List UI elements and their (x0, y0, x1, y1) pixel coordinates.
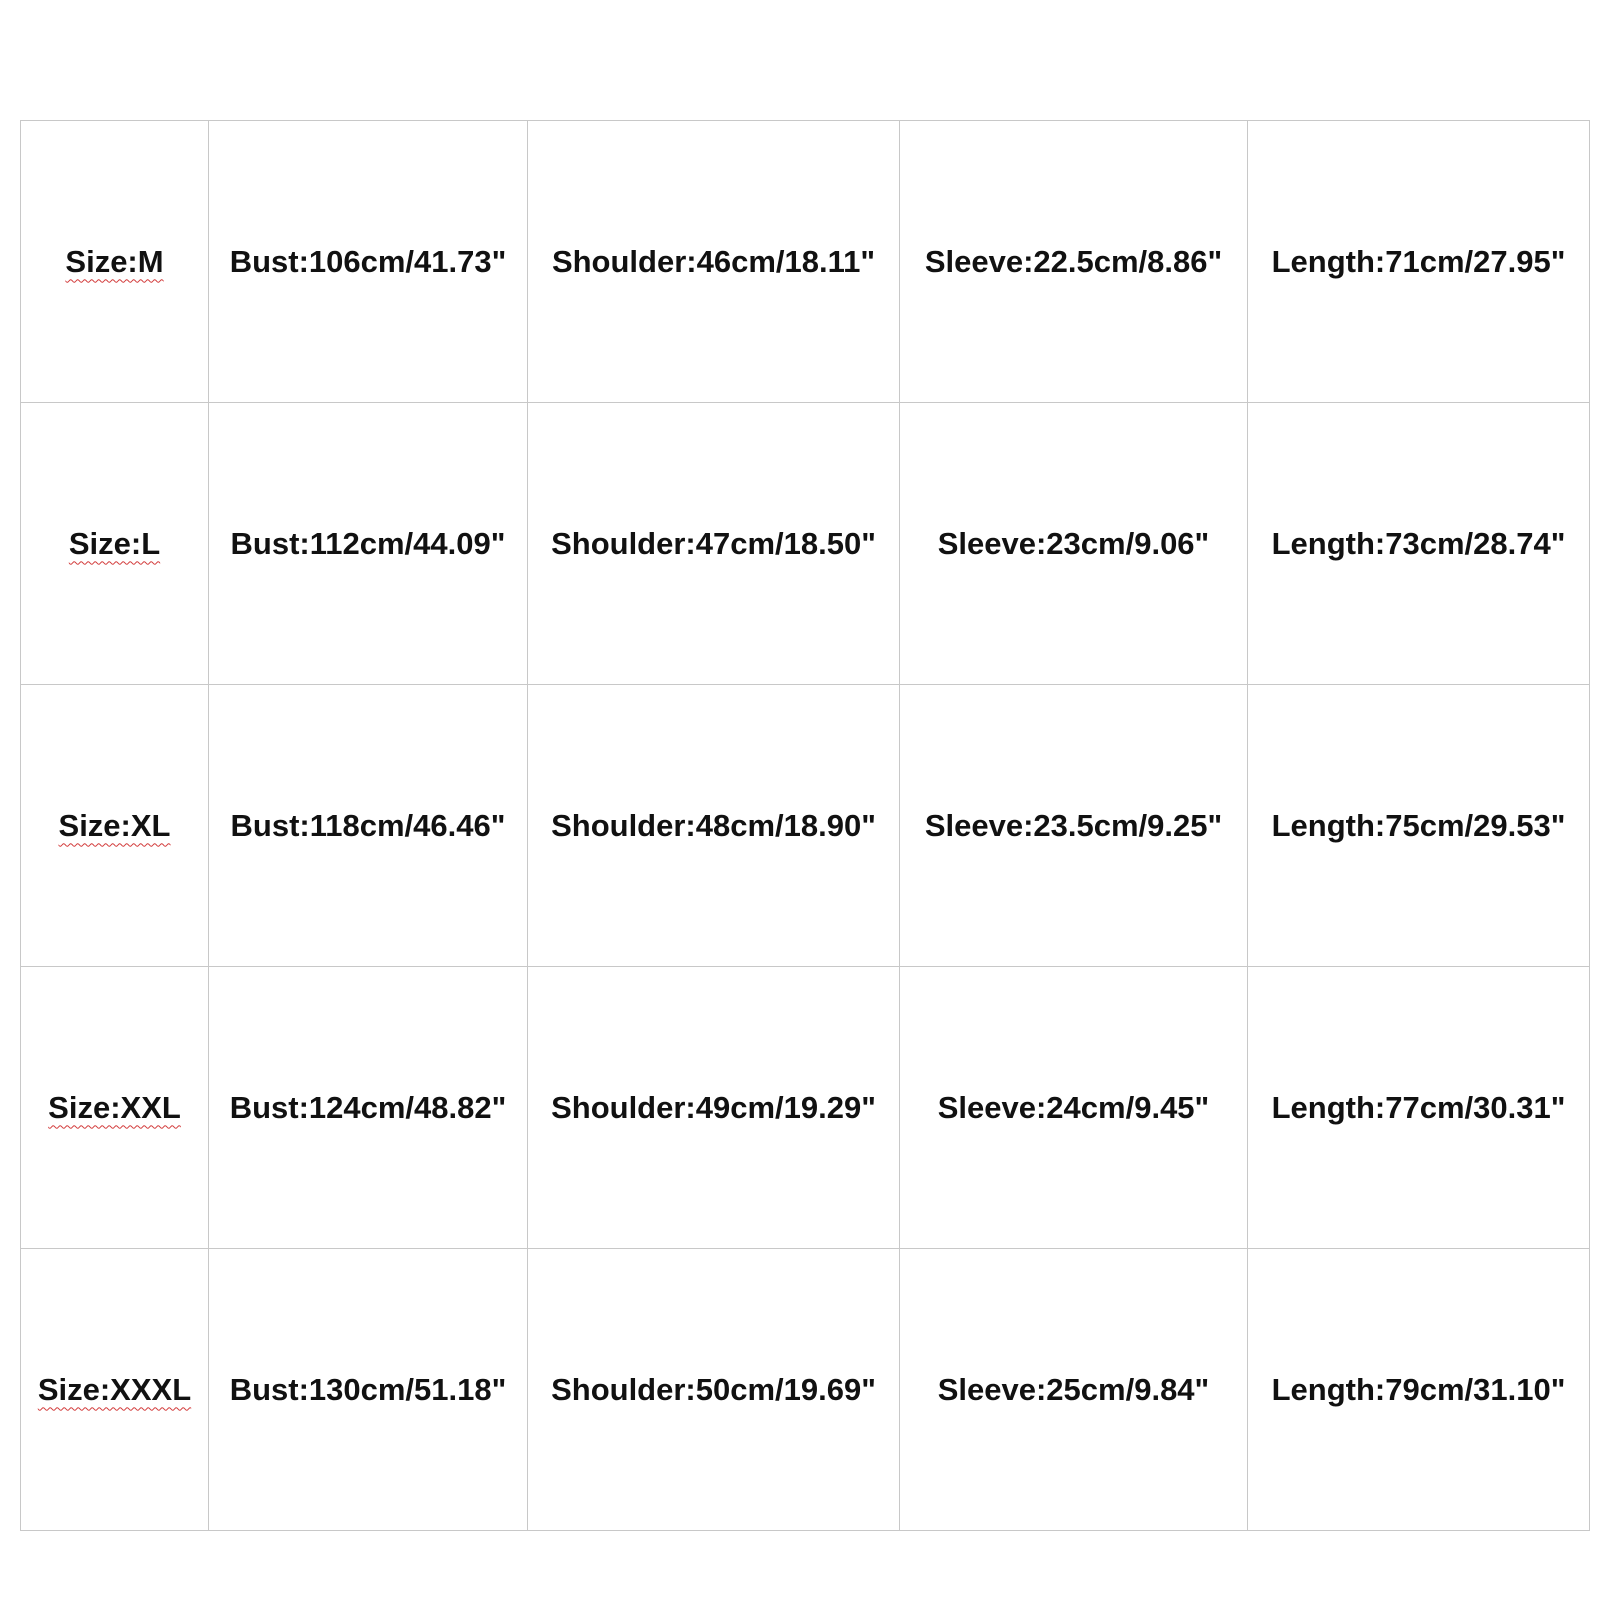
length-cell: Length:71cm/27.95" (1248, 121, 1590, 403)
table-row (21, 967, 1590, 1249)
shoulder-cell: Shoulder:50cm/19.69" (528, 1249, 900, 1531)
bust-cell: Bust:124cm/48.82" (209, 967, 528, 1249)
sleeve-cell: Sleeve:22.5cm/8.86" (900, 121, 1248, 403)
bust-cell: Bust:112cm/44.09" (209, 403, 528, 685)
shoulder-cell: Shoulder:46cm/18.11" (528, 121, 900, 403)
bust-cell: Bust:130cm/51.18" (209, 1249, 528, 1531)
table-row (21, 403, 1590, 685)
table-row (21, 685, 1590, 967)
sleeve-cell: Sleeve:23.5cm/9.25" (900, 685, 1248, 967)
sleeve-cell: Sleeve:23cm/9.06" (900, 403, 1248, 685)
shoulder-cell: Shoulder:48cm/18.90" (528, 685, 900, 967)
size-label: Size:XXXL (37, 1371, 192, 1407)
length-cell: Length:75cm/29.53" (1248, 685, 1590, 967)
size-label: Size:XL (58, 807, 171, 843)
size-cell (21, 685, 209, 967)
size-cell (21, 121, 209, 403)
size-cell (21, 967, 209, 1249)
size-cell (21, 1249, 209, 1531)
sleeve-cell: Sleeve:25cm/9.84" (900, 1249, 1248, 1531)
length-cell: Length:79cm/31.10" (1248, 1249, 1590, 1531)
size-label: Size:M (65, 243, 164, 279)
bust-cell: Bust:118cm/46.46" (209, 685, 528, 967)
size-chart-table (20, 120, 1590, 1531)
bust-cell: Bust:106cm/41.73" (209, 121, 528, 403)
length-cell: Length:73cm/28.74" (1248, 403, 1590, 685)
shoulder-cell: Shoulder:47cm/18.50" (528, 403, 900, 685)
shoulder-cell: Shoulder:49cm/19.29" (528, 967, 900, 1249)
table-row (21, 1249, 1590, 1531)
table-row (21, 121, 1590, 403)
sleeve-cell: Sleeve:24cm/9.45" (900, 967, 1248, 1249)
size-label: Size:L (68, 525, 161, 561)
length-cell: Length:77cm/30.31" (1248, 967, 1590, 1249)
size-label: Size:XXL (48, 1089, 181, 1125)
size-cell (21, 403, 209, 685)
